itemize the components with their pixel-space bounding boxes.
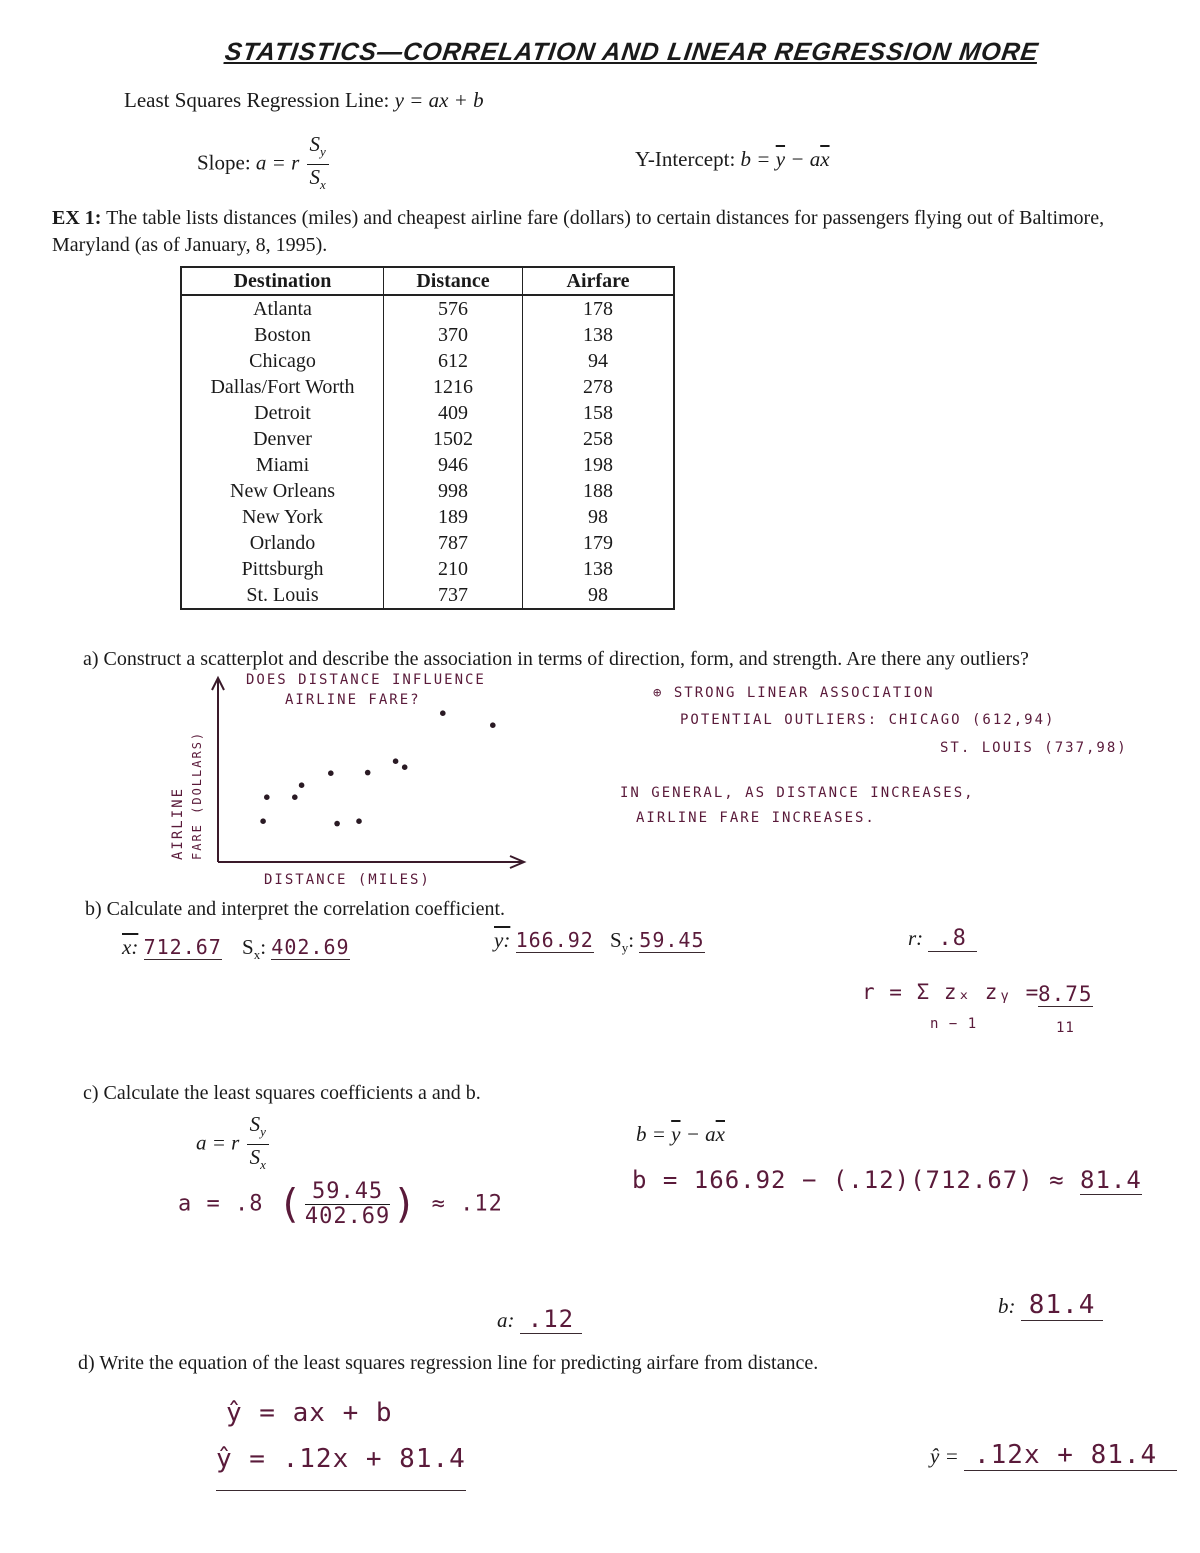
scatter-point — [356, 818, 362, 824]
intercept-minus: − a — [785, 147, 821, 171]
ybar-label: y: — [494, 928, 511, 952]
regression-specific: ŷ = .12x + 81.4 — [216, 1444, 466, 1491]
r-value: .8 — [928, 926, 977, 952]
note-general-2: AIRLINE FARE INCREASES. — [636, 810, 876, 826]
cell-distance: 409 — [384, 400, 523, 426]
regression-general: ŷ = ax + b — [226, 1398, 393, 1428]
slope-label: Slope: — [197, 150, 251, 175]
note-general-1: IN GENERAL, AS DISTANCE INCREASES, — [620, 785, 975, 801]
table-row — [181, 556, 674, 582]
table-row — [181, 374, 674, 400]
example-1-text — [52, 205, 1162, 259]
cell-distance: 210 — [384, 556, 523, 582]
example-1-description: The table lists distances (miles) and cheapest airline fare (dollars) to certain distances for passengers flying out of Baltimore, Maryland (as of January, 8, 1995). — [52, 207, 1105, 256]
lsrl-label: Least Squares Regression Line: — [124, 88, 390, 112]
question-a-label: a) — [83, 648, 99, 670]
table-row — [181, 295, 674, 322]
r-formula: r = Σ zₓ zᵧ = — [862, 980, 1040, 1004]
cell-distance: 189 — [384, 504, 523, 530]
note-outlier-st-louis: ST. LOUIS (737,98) — [940, 740, 1128, 756]
sy-colon: : — [628, 928, 635, 952]
scatter-point — [328, 770, 334, 776]
b-answer-value: 81.4 — [1021, 1290, 1104, 1321]
sx-field — [242, 935, 350, 963]
scatter-point — [292, 794, 298, 800]
a-calc-result: ≈ .12 — [431, 1191, 503, 1217]
slope-den-sub: x — [320, 177, 326, 193]
table-row — [181, 426, 674, 452]
cell-distance: 1502 — [384, 426, 523, 452]
slope-lhs: a = r — [255, 150, 300, 175]
scatter-point — [393, 758, 399, 764]
sy-field — [610, 928, 705, 956]
a-formula — [196, 1112, 271, 1177]
a-answer-field — [497, 1305, 582, 1333]
table-row — [181, 504, 674, 530]
a-formula-lhs: a = r — [196, 1130, 240, 1155]
cell-airfare: 198 — [523, 452, 675, 478]
sx-value: 402.69 — [271, 935, 350, 959]
slope-num-sub: y — [320, 144, 326, 160]
a-formula-den: S — [249, 1145, 261, 1170]
cell-destination: Atlanta — [181, 295, 384, 322]
b-calc-result: 81.4 — [1080, 1166, 1142, 1194]
a-formula-den-sub: x — [260, 1157, 266, 1173]
sx-colon: : — [260, 935, 267, 959]
question-c — [83, 1082, 481, 1105]
r-result: 8.75 — [1038, 982, 1093, 1006]
scatter-title-1: DOES DISTANCE INFLUENCE — [246, 672, 486, 688]
r-result-den: 11 — [1056, 1020, 1075, 1036]
question-b — [85, 898, 505, 921]
cell-distance: 946 — [384, 452, 523, 478]
cell-destination: Miami — [181, 452, 384, 478]
slope-fraction — [307, 132, 329, 197]
question-d-label: d) — [78, 1352, 95, 1374]
b-formula — [636, 1122, 725, 1147]
header-airfare: Airfare — [523, 267, 675, 295]
scatter-points — [260, 710, 495, 826]
cell-airfare: 258 — [523, 426, 675, 452]
cell-distance: 576 — [384, 295, 523, 322]
table-row — [181, 452, 674, 478]
table-body — [181, 295, 674, 609]
cell-distance: 787 — [384, 530, 523, 556]
cell-distance: 1216 — [384, 374, 523, 400]
airfare-table — [180, 266, 675, 610]
question-a-text: Construct a scatterplot and describe the association in terms of direction, form, and strength. Are there any outliers? — [103, 648, 1029, 670]
lsrl-equation: y = ax + b — [394, 88, 484, 112]
scatter-point — [402, 764, 408, 770]
cell-destination: Denver — [181, 426, 384, 452]
cell-destination: Boston — [181, 322, 384, 348]
intercept-xbar: $\overline{x}$ — [820, 147, 830, 171]
xbar-field — [122, 935, 222, 960]
b-formula-ybar: $\overline{y}$ — [671, 1122, 681, 1146]
cell-distance: 998 — [384, 478, 523, 504]
a-calc-fraction — [305, 1180, 390, 1229]
cell-distance: 612 — [384, 348, 523, 374]
page-title: STATISTICS—CORRELATION AND LINEAR REGRESSION MORE — [223, 38, 1041, 66]
cell-airfare: 188 — [523, 478, 675, 504]
table-row — [181, 322, 674, 348]
r-label: r: — [908, 926, 924, 950]
cell-destination: St. Louis — [181, 582, 384, 609]
a-formula-fraction — [247, 1112, 269, 1177]
question-d-text: Write the equation of the least squares regression line for predicting airfare from distance. — [99, 1352, 819, 1374]
cell-distance: 737 — [384, 582, 523, 609]
example-1-label: EX 1: — [52, 207, 102, 229]
question-a — [83, 648, 1029, 671]
table-row — [181, 478, 674, 504]
sy-label: S — [610, 928, 622, 952]
header-distance: Distance — [384, 267, 523, 295]
scatter-title-2: AIRLINE FARE? — [285, 692, 421, 708]
note-strong-linear: ⊕ STRONG LINEAR ASSOCIATION — [653, 685, 935, 701]
table-row — [181, 400, 674, 426]
r-field — [908, 926, 977, 951]
intercept-formula — [635, 147, 830, 172]
slope-num: S — [309, 132, 321, 156]
sy-value: 59.45 — [639, 928, 705, 952]
b-formula-lhs: b = — [636, 1122, 672, 1146]
scatter-point — [260, 818, 266, 824]
table-row — [181, 582, 674, 609]
cell-distance: 370 — [384, 322, 523, 348]
question-d — [78, 1352, 818, 1375]
cell-airfare: 178 — [523, 295, 675, 322]
b-calc-expression: b = 166.92 − (.12)(712.67) ≈ — [632, 1166, 1065, 1194]
scatter-y-label-1: AIRLINE — [170, 786, 186, 860]
header-destination: Destination — [181, 267, 384, 295]
a-calc-den: 402.69 — [304, 1204, 391, 1229]
cell-airfare: 278 — [523, 374, 675, 400]
scatter-point — [490, 722, 496, 728]
slope-den: S — [309, 165, 321, 190]
cell-airfare: 158 — [523, 400, 675, 426]
a-formula-num: S — [249, 1112, 261, 1136]
ybar-field — [494, 928, 594, 953]
a-answer-label: a: — [497, 1308, 515, 1332]
b-formula-xbar: $\overline{x}$ — [715, 1122, 725, 1146]
scatter-point — [334, 821, 340, 827]
sy-sub: y — [621, 940, 629, 956]
scatter-point — [299, 782, 305, 788]
intercept-lhs: b = — [740, 147, 776, 171]
cell-destination: Orlando — [181, 530, 384, 556]
b-answer-field — [998, 1290, 1103, 1320]
final-answer-label: ŷ = — [930, 1444, 959, 1468]
scatter-point — [365, 770, 371, 776]
cell-destination: Pittsburgh — [181, 556, 384, 582]
scatter-y-label-2: FARE (DOLLARS) — [190, 730, 204, 860]
table-row — [181, 348, 674, 374]
cell-airfare: 98 — [523, 582, 675, 609]
cell-airfare: 138 — [523, 556, 675, 582]
slope-formula — [197, 132, 331, 197]
question-c-text: Calculate the least squares coefficients a and b. — [103, 1082, 481, 1104]
xbar-value: 712.67 — [143, 935, 222, 959]
cell-airfare: 138 — [523, 322, 675, 348]
question-c-label: c) — [83, 1082, 99, 1104]
b-calculation — [632, 1166, 1142, 1194]
intercept-ybar: $\overline{y}$ — [775, 147, 786, 171]
ybar-value: 166.92 — [515, 928, 594, 952]
question-b-text: Calculate and interpret the correlation coefficient. — [106, 898, 506, 920]
note-outliers: POTENTIAL OUTLIERS: CHICAGO (612,94) — [680, 712, 1056, 728]
cell-destination: New York — [181, 504, 384, 530]
a-calculation: a = .8 ( $\frac{59.45}{402.69}$ ) ≈ .12 — [178, 1179, 503, 1229]
scatter-x-label: DISTANCE (MILES) — [264, 872, 431, 888]
intercept-label: Y-Intercept: — [635, 147, 736, 171]
final-answer-field — [930, 1440, 1177, 1470]
a-calc-prefix: a = .8 — [178, 1191, 264, 1217]
cell-destination: Detroit — [181, 400, 384, 426]
final-answer-value: .12x + 81.4 — [964, 1440, 1177, 1471]
cell-destination: Dallas/Fort Worth — [181, 374, 384, 400]
table-header-row — [181, 267, 674, 295]
cell-airfare: 179 — [523, 530, 675, 556]
cell-airfare: 98 — [523, 504, 675, 530]
cell-airfare: 94 — [523, 348, 675, 374]
a-answer-value: .12 — [520, 1305, 582, 1334]
r-formula-den: n − 1 — [930, 1016, 978, 1032]
scatter-point — [264, 794, 270, 800]
b-formula-minus: − a — [680, 1122, 716, 1146]
lsrl-formula — [124, 88, 484, 113]
question-b-label: b) — [85, 898, 102, 920]
scatter-point — [440, 710, 446, 716]
cell-destination: New Orleans — [181, 478, 384, 504]
a-formula-num-sub: y — [260, 1124, 266, 1140]
sx-label: S — [242, 935, 254, 959]
cell-destination: Chicago — [181, 348, 384, 374]
table-row — [181, 530, 674, 556]
sx-sub: x — [253, 947, 261, 963]
xbar-label: x: — [122, 935, 139, 959]
b-answer-label: b: — [998, 1294, 1016, 1318]
a-calc-num: 59.45 — [305, 1180, 390, 1205]
